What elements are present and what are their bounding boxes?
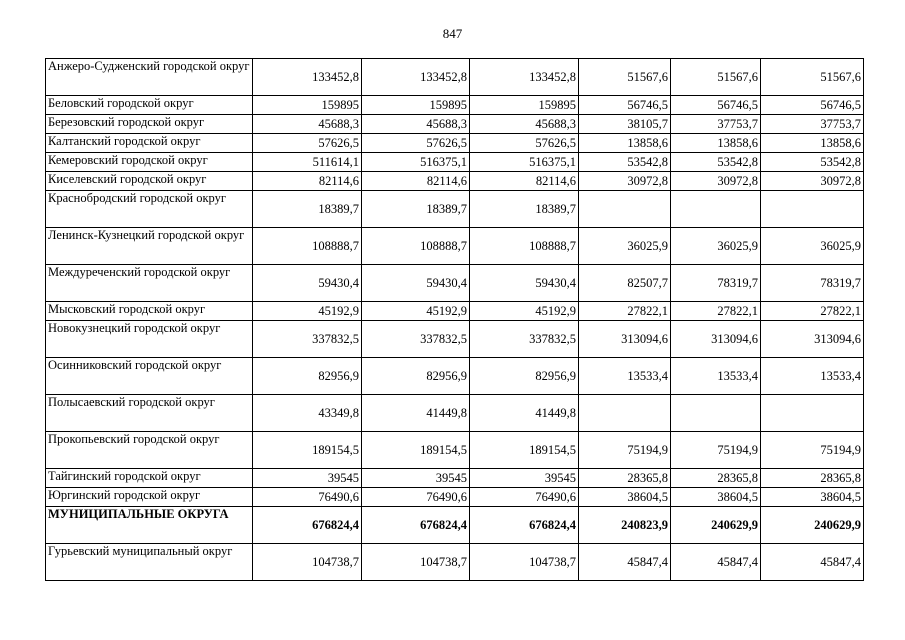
value-cell: 28365,8 [579,469,671,488]
value-cell: 511614,1 [253,153,362,172]
value-cell: 78319,7 [671,265,761,302]
value-cell: 82114,6 [253,172,362,191]
value-cell [579,395,671,432]
row-name-cell: Осинниковский городской округ [46,358,253,395]
row-name-cell: Беловский городской округ [46,96,253,115]
value-cell: 39545 [470,469,579,488]
value-cell: 76490,6 [253,488,362,507]
value-cell: 159895 [253,96,362,115]
table-row [46,321,864,358]
row-name-cell: Прокопьевский городской округ [46,432,253,469]
value-cell: 76490,6 [470,488,579,507]
row-name-cell: Тайгинский городской округ [46,469,253,488]
value-cell: 27822,1 [671,302,761,321]
value-cell: 516375,1 [470,153,579,172]
value-cell: 676824,4 [362,507,470,544]
value-cell: 78319,7 [761,265,864,302]
value-cell: 13858,6 [579,134,671,153]
value-cell: 53542,8 [671,153,761,172]
value-cell: 104738,7 [253,544,362,581]
value-cell: 133452,8 [470,59,579,96]
row-name-cell: МУНИЦИПАЛЬНЫЕ ОКРУГА [46,507,253,544]
value-cell: 53542,8 [579,153,671,172]
table-row [46,228,864,265]
value-cell: 38105,7 [579,115,671,134]
value-cell: 75194,9 [761,432,864,469]
value-cell: 104738,7 [362,544,470,581]
value-cell: 59430,4 [362,265,470,302]
value-cell: 45688,3 [253,115,362,134]
value-cell: 676824,4 [470,507,579,544]
value-cell: 36025,9 [761,228,864,265]
table-row [46,544,864,581]
value-cell: 45847,4 [579,544,671,581]
value-cell: 313094,6 [671,321,761,358]
table-row [46,59,864,96]
row-name-cell: Краснобродский городской округ [46,191,253,228]
value-cell: 28365,8 [671,469,761,488]
table-row [46,395,864,432]
value-cell: 57626,5 [253,134,362,153]
value-cell: 59430,4 [470,265,579,302]
value-cell: 51567,6 [579,59,671,96]
value-cell: 38604,5 [761,488,864,507]
value-cell: 56746,5 [579,96,671,115]
value-cell: 13533,4 [579,358,671,395]
table-row [46,488,864,507]
value-cell: 51567,6 [761,59,864,96]
table-row [46,469,864,488]
value-cell: 30972,8 [761,172,864,191]
value-cell: 108888,7 [470,228,579,265]
row-name-cell: Мысковский городской округ [46,302,253,321]
value-cell: 51567,6 [671,59,761,96]
value-cell: 57626,5 [470,134,579,153]
value-cell: 676824,4 [253,507,362,544]
value-cell: 27822,1 [761,302,864,321]
value-cell [761,191,864,228]
value-cell: 189154,5 [362,432,470,469]
value-cell: 82956,9 [362,358,470,395]
value-cell [671,191,761,228]
value-cell: 337832,5 [362,321,470,358]
value-cell: 82956,9 [470,358,579,395]
row-name-cell: Калтанский городской округ [46,134,253,153]
table-row [46,265,864,302]
value-cell: 30972,8 [579,172,671,191]
table-row [46,115,864,134]
value-cell: 56746,5 [761,96,864,115]
value-cell: 45688,3 [362,115,470,134]
value-cell: 189154,5 [470,432,579,469]
value-cell [579,191,671,228]
table-row [46,507,864,544]
value-cell: 240823,9 [579,507,671,544]
row-name-cell: Березовский городской округ [46,115,253,134]
value-cell: 108888,7 [362,228,470,265]
row-name-cell: Гурьевский муниципальный округ [46,544,253,581]
value-cell [761,395,864,432]
value-cell: 28365,8 [761,469,864,488]
row-name-cell: Полысаевский городской округ [46,395,253,432]
value-cell: 38604,5 [579,488,671,507]
value-cell: 30972,8 [671,172,761,191]
value-cell: 41449,8 [470,395,579,432]
value-cell: 82114,6 [362,172,470,191]
value-cell [671,395,761,432]
table-row [46,172,864,191]
value-cell: 18389,7 [253,191,362,228]
table-row [46,96,864,115]
value-cell: 18389,7 [362,191,470,228]
row-name-cell: Юргинский городской округ [46,488,253,507]
value-cell: 18389,7 [470,191,579,228]
value-cell: 313094,6 [761,321,864,358]
value-cell: 43349,8 [253,395,362,432]
value-cell: 13533,4 [761,358,864,395]
budget-table [45,58,864,581]
value-cell: 45847,4 [671,544,761,581]
value-cell: 36025,9 [671,228,761,265]
value-cell: 38604,5 [671,488,761,507]
value-cell: 240629,9 [761,507,864,544]
row-name-cell: Анжеро-Судженский городской округ [46,59,253,96]
value-cell: 37753,7 [761,115,864,134]
value-cell: 56746,5 [671,96,761,115]
table-row [46,358,864,395]
value-cell: 108888,7 [253,228,362,265]
value-cell: 57626,5 [362,134,470,153]
table-row [46,153,864,172]
value-cell: 82956,9 [253,358,362,395]
value-cell: 133452,8 [253,59,362,96]
value-cell: 313094,6 [579,321,671,358]
value-cell: 59430,4 [253,265,362,302]
value-cell: 41449,8 [362,395,470,432]
value-cell: 159895 [470,96,579,115]
value-cell: 82507,7 [579,265,671,302]
table-row [46,134,864,153]
value-cell: 75194,9 [579,432,671,469]
page-number: 847 [442,26,463,41]
value-cell: 45192,9 [470,302,579,321]
table-row [46,302,864,321]
value-cell: 82114,6 [470,172,579,191]
row-name-cell: Киселевский городской округ [46,172,253,191]
value-cell: 189154,5 [253,432,362,469]
row-name-cell: Ленинск-Кузнецкий городской округ [46,228,253,265]
value-cell: 39545 [362,469,470,488]
table-row [46,191,864,228]
value-cell: 39545 [253,469,362,488]
value-cell: 53542,8 [761,153,864,172]
value-cell: 45847,4 [761,544,864,581]
value-cell: 13858,6 [671,134,761,153]
value-cell: 27822,1 [579,302,671,321]
value-cell: 104738,7 [470,544,579,581]
row-name-cell: Кемеровский городской округ [46,153,253,172]
value-cell: 337832,5 [470,321,579,358]
table-body [46,59,864,581]
value-cell: 133452,8 [362,59,470,96]
value-cell: 13858,6 [761,134,864,153]
value-cell: 37753,7 [671,115,761,134]
value-cell: 75194,9 [671,432,761,469]
value-cell: 45192,9 [253,302,362,321]
value-cell: 76490,6 [362,488,470,507]
value-cell: 36025,9 [579,228,671,265]
value-cell: 159895 [362,96,470,115]
value-cell: 240629,9 [671,507,761,544]
value-cell: 45688,3 [470,115,579,134]
value-cell: 45192,9 [362,302,470,321]
row-name-cell: Междуреченский городской округ [46,265,253,302]
value-cell: 516375,1 [362,153,470,172]
table-row [46,432,864,469]
value-cell: 13533,4 [671,358,761,395]
value-cell: 337832,5 [253,321,362,358]
row-name-cell: Новокузнецкий городской округ [46,321,253,358]
